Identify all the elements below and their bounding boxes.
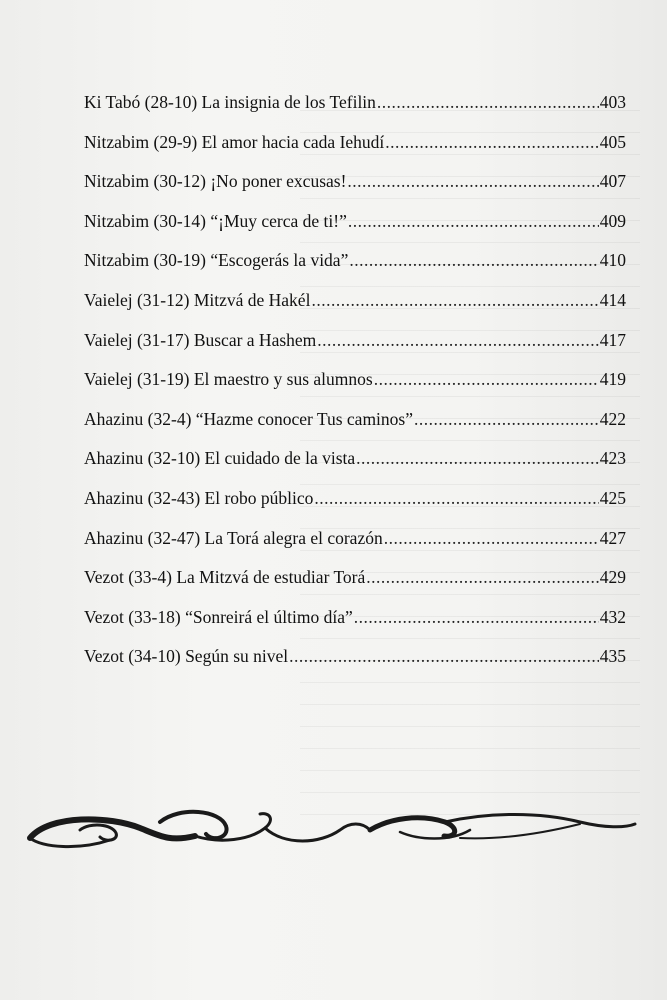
toc-entry [84, 290, 626, 330]
entry-page-number: 422 [599, 408, 626, 429]
entry-title: Ahazinu (32-4) “Hazme conocer Tus caminos” [84, 408, 413, 429]
dot-leader [356, 448, 599, 469]
toc-entry [84, 211, 626, 251]
dot-leader [377, 92, 599, 113]
toc-entry [84, 330, 626, 370]
entry-title: Vezot (33-4) La Mitzvá de estudiar Torá [84, 567, 366, 588]
entry-title: Nitzabim (30-14) “¡Muy cerca de ti!” [84, 210, 347, 231]
entry-title: Vaielej (31-12) Mitzvá de Hakél [84, 289, 311, 310]
entry-page-number: 405 [599, 131, 626, 152]
swirl-flourish-icon [20, 800, 640, 860]
dot-leader [384, 528, 599, 549]
dot-leader [385, 132, 598, 153]
dot-leader [289, 646, 599, 667]
toc-entry [84, 92, 626, 132]
dot-leader [347, 171, 598, 192]
toc-entry [84, 567, 626, 607]
dot-leader [354, 607, 599, 628]
table-of-contents [84, 92, 626, 686]
entry-page-number: 427 [599, 527, 626, 548]
entry-page-number: 410 [599, 250, 626, 271]
entry-page-number: 407 [599, 171, 626, 192]
entry-page-number: 425 [599, 487, 626, 508]
entry-title: Ki Tabó (28-10) La insignia de los Tefilin [84, 92, 376, 112]
entry-title: Nitzabim (29-9) El amor hacia cada Iehudí [84, 131, 385, 152]
entry-title: Ahazinu (32-43) El robo público [84, 487, 314, 508]
entry-page-number: 414 [599, 289, 626, 310]
dot-leader [366, 567, 598, 588]
entry-title: Nitzabim (30-19) “Escogerás la vida” [84, 250, 349, 271]
dot-leader [348, 211, 599, 232]
entry-title: Nitzabim (30-12) ¡No poner excusas! [84, 171, 347, 192]
dot-leader [349, 250, 598, 271]
entry-title: Ahazinu (32-47) La Torá alegra el corazón [84, 527, 383, 548]
toc-entry [84, 409, 626, 449]
entry-title: Ahazinu (32-10) El cuidado de la vista [84, 448, 356, 469]
entry-title: Vezot (34-10) Según su nivel [84, 646, 289, 667]
entry-title: Vaielej (31-19) El maestro y sus alumnos [84, 369, 373, 390]
toc-entry [84, 171, 626, 211]
dot-leader [374, 369, 599, 390]
entry-page-number: 403 [599, 92, 626, 112]
entry-title: Vaielej (31-17) Buscar a Hashem [84, 329, 317, 350]
entry-page-number: 409 [599, 210, 626, 231]
toc-entry [84, 646, 626, 686]
toc-entry [84, 369, 626, 409]
entry-title: Vezot (33-18) “Sonreirá el último día” [84, 606, 353, 627]
entry-page-number: 417 [599, 329, 626, 350]
dot-leader [311, 290, 598, 311]
dot-leader [414, 409, 599, 430]
toc-entry [84, 132, 626, 172]
entry-page-number: 432 [599, 606, 626, 627]
entry-page-number: 435 [599, 646, 626, 667]
dot-leader [314, 488, 598, 509]
toc-entry [84, 250, 626, 290]
entry-page-number: 429 [599, 567, 626, 588]
toc-entry [84, 528, 626, 568]
entry-page-number: 423 [599, 448, 626, 469]
toc-entry [84, 607, 626, 647]
toc-entry [84, 448, 626, 488]
dot-leader [317, 330, 598, 351]
toc-entry [84, 488, 626, 528]
entry-page-number: 419 [599, 369, 626, 390]
